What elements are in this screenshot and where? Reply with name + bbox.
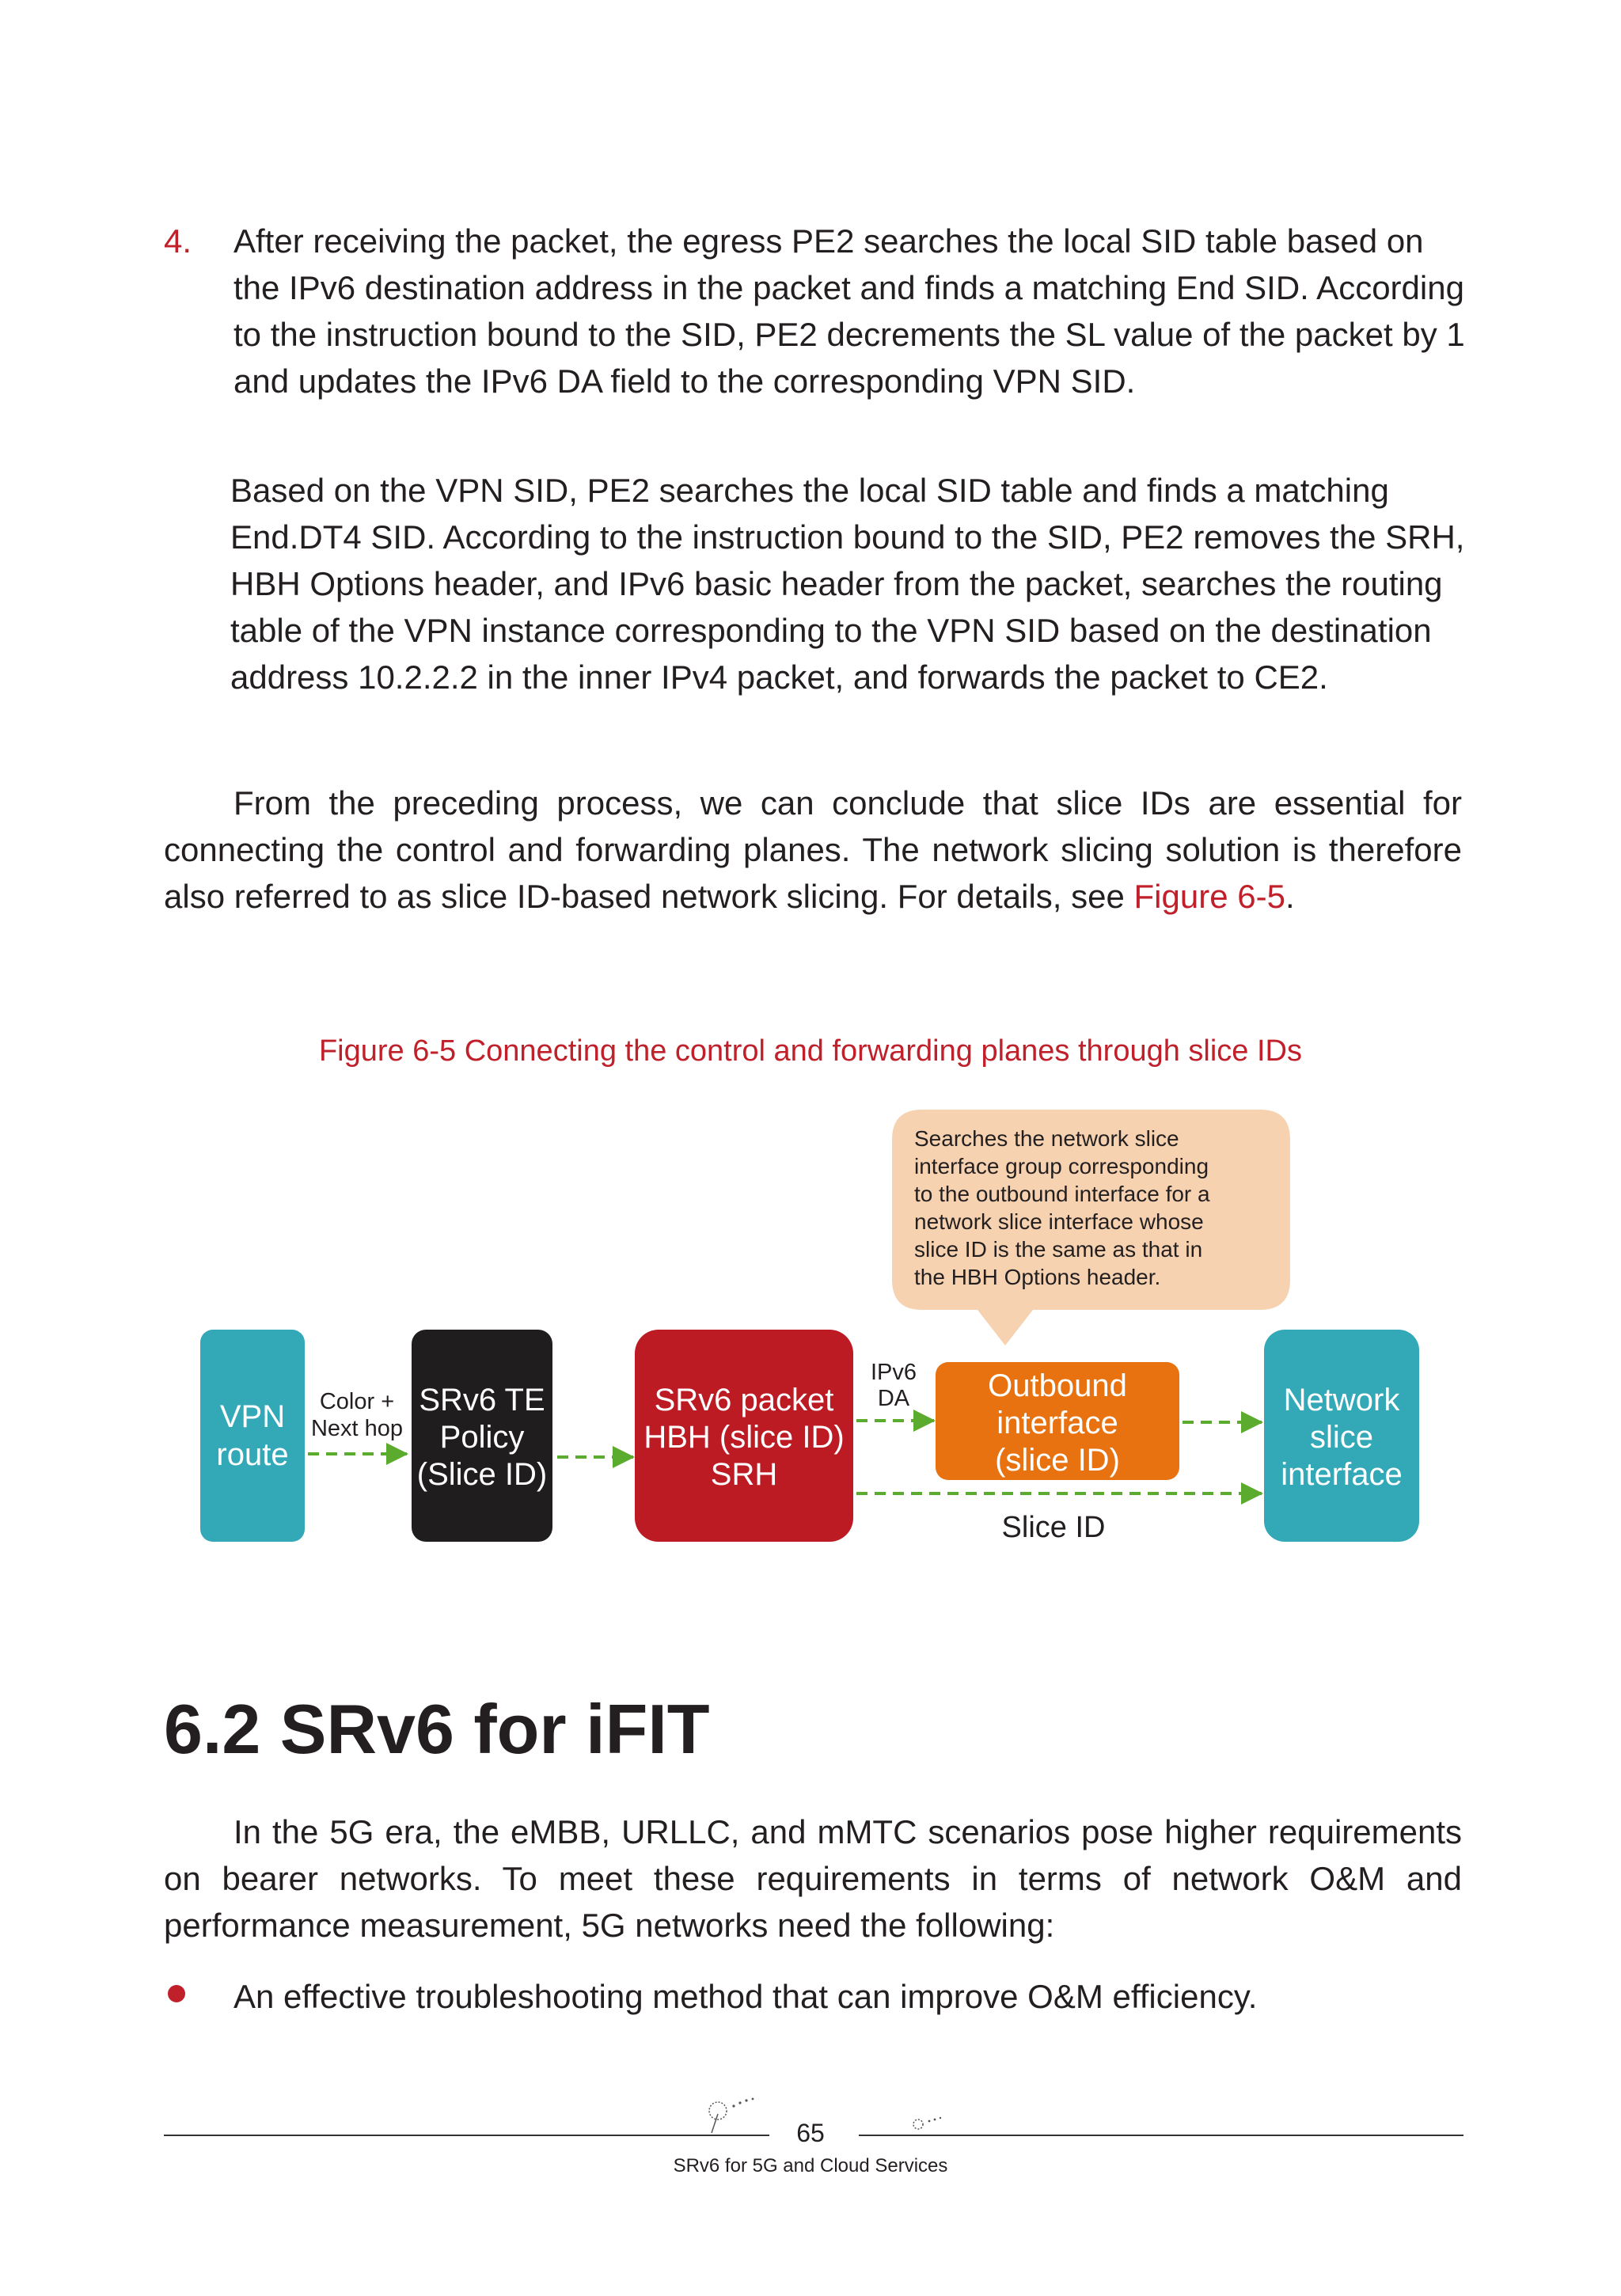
packet-line-2: HBH (slice ID)	[643, 1420, 845, 1455]
slice-id-diagram	[0, 1092, 1621, 1567]
slice-interface-line-1: Network	[1283, 1383, 1400, 1417]
seed-icon	[909, 2113, 948, 2132]
figure-caption: Figure 6-5 Connecting the control and forwarding planes through slice IDs	[318, 1034, 1303, 1068]
policy-line-2: Policy	[439, 1420, 525, 1455]
vpn-route-line-1: VPN	[219, 1399, 286, 1434]
label-color-next-hop-1: Color +	[319, 1389, 395, 1414]
list-item-subparagraph: Based on the VPN SID, PE2 searches the local SID table and finds a matching End.DT4 SID. According to the instruction bound to the SID, PE2 removes the SRH, HBH Options header, and IPv6 basic header from the packet, searches the routing table of the VPN instance corresponding to the VPN SID based on the destination address 10.2.2.2 in the inner IPv4 packet, and forwards the packet to CE2.	[230, 472, 1465, 696]
slice-interface-line-3: interface	[1281, 1457, 1403, 1492]
slice-interface-line-2: slice	[1309, 1420, 1374, 1455]
paragraph-conclusion	[164, 780, 1462, 920]
callout-line-4: network slice interface whose	[914, 1209, 1204, 1234]
paragraph-5g-requirements	[164, 1808, 1462, 1949]
bullet-text: An effective troubleshooting method that can improve O&M efficiency.	[233, 1978, 1258, 2015]
callout-line-5: slice ID is the same as that in	[914, 1237, 1203, 1262]
srv6-te-policy-box	[412, 1330, 552, 1542]
label-slice-id: Slice ID	[1001, 1511, 1106, 1544]
footer-book-title: SRv6 for 5G and Cloud Services	[673, 2155, 948, 2176]
callout-bubble	[892, 1110, 1290, 1345]
paragraph-conclusion-end: .	[1285, 878, 1295, 915]
bullet-icon	[168, 1985, 185, 2002]
packet-line-1: SRv6 packet	[654, 1383, 834, 1417]
callout-line-2: interface group corresponding	[914, 1154, 1209, 1178]
policy-line-1: SRv6 TE	[419, 1383, 545, 1417]
packet-line-3: SRH	[710, 1457, 778, 1492]
outbound-line-1: Outbound	[988, 1368, 1127, 1403]
vpn-route-box	[200, 1330, 305, 1542]
label-ipv6-da-1: IPv6	[870, 1360, 917, 1385]
paragraph-5g-text: In the 5G era, the eMBB, URLLC, and mMTC scenarios pose higher requirements on bearer networks. To meet these requirements in terms of network O&M and performance measurement, 5G networks need the following:	[164, 1813, 1462, 1944]
list-item-text: After receiving the packet, the egress PE2 searches the local SID table based on the IPv6 destination address in the packet and finds a matching End SID. According to the instruction bound to the SID, PE2 decrements the SL value of the packet by 1 and updates the IPv6 DA field to the corresponding VPN SID.	[233, 222, 1465, 400]
page-number: 65	[796, 2119, 825, 2147]
vpn-route-line-2: route	[216, 1437, 289, 1472]
dandelion-icon	[700, 2093, 764, 2135]
section-heading: 6.2 SRv6 for iFIT	[164, 1690, 710, 1768]
label-color-next-hop-2: Next hop	[310, 1416, 404, 1441]
paragraph-conclusion-text: From the preceding process, we can conclude that slice IDs are essential for connecting the control and forwarding planes. The network slicing solution is therefore also referred to as slice ID-based network slicing. For details, see	[164, 784, 1462, 915]
srv6-packet-box	[635, 1330, 853, 1542]
callout-line-6: the HBH Options header.	[914, 1265, 1161, 1289]
footer-line-left	[164, 2135, 769, 2136]
label-ipv6-da-2: DA	[877, 1386, 910, 1411]
list-number: 4.	[164, 222, 192, 260]
callout-line-1: Searches the network slice	[914, 1126, 1179, 1151]
outbound-line-2: interface	[997, 1406, 1118, 1440]
figure-link[interactable]: Figure 6-5	[1133, 878, 1285, 915]
footer-line-right	[859, 2135, 1463, 2136]
network-slice-interface-box	[1264, 1330, 1419, 1542]
outbound-line-3: (slice ID)	[995, 1443, 1120, 1478]
policy-line-3: (Slice ID)	[416, 1457, 548, 1492]
outbound-interface-box	[936, 1362, 1179, 1480]
callout-line-3: to the outbound interface for a	[914, 1182, 1210, 1206]
